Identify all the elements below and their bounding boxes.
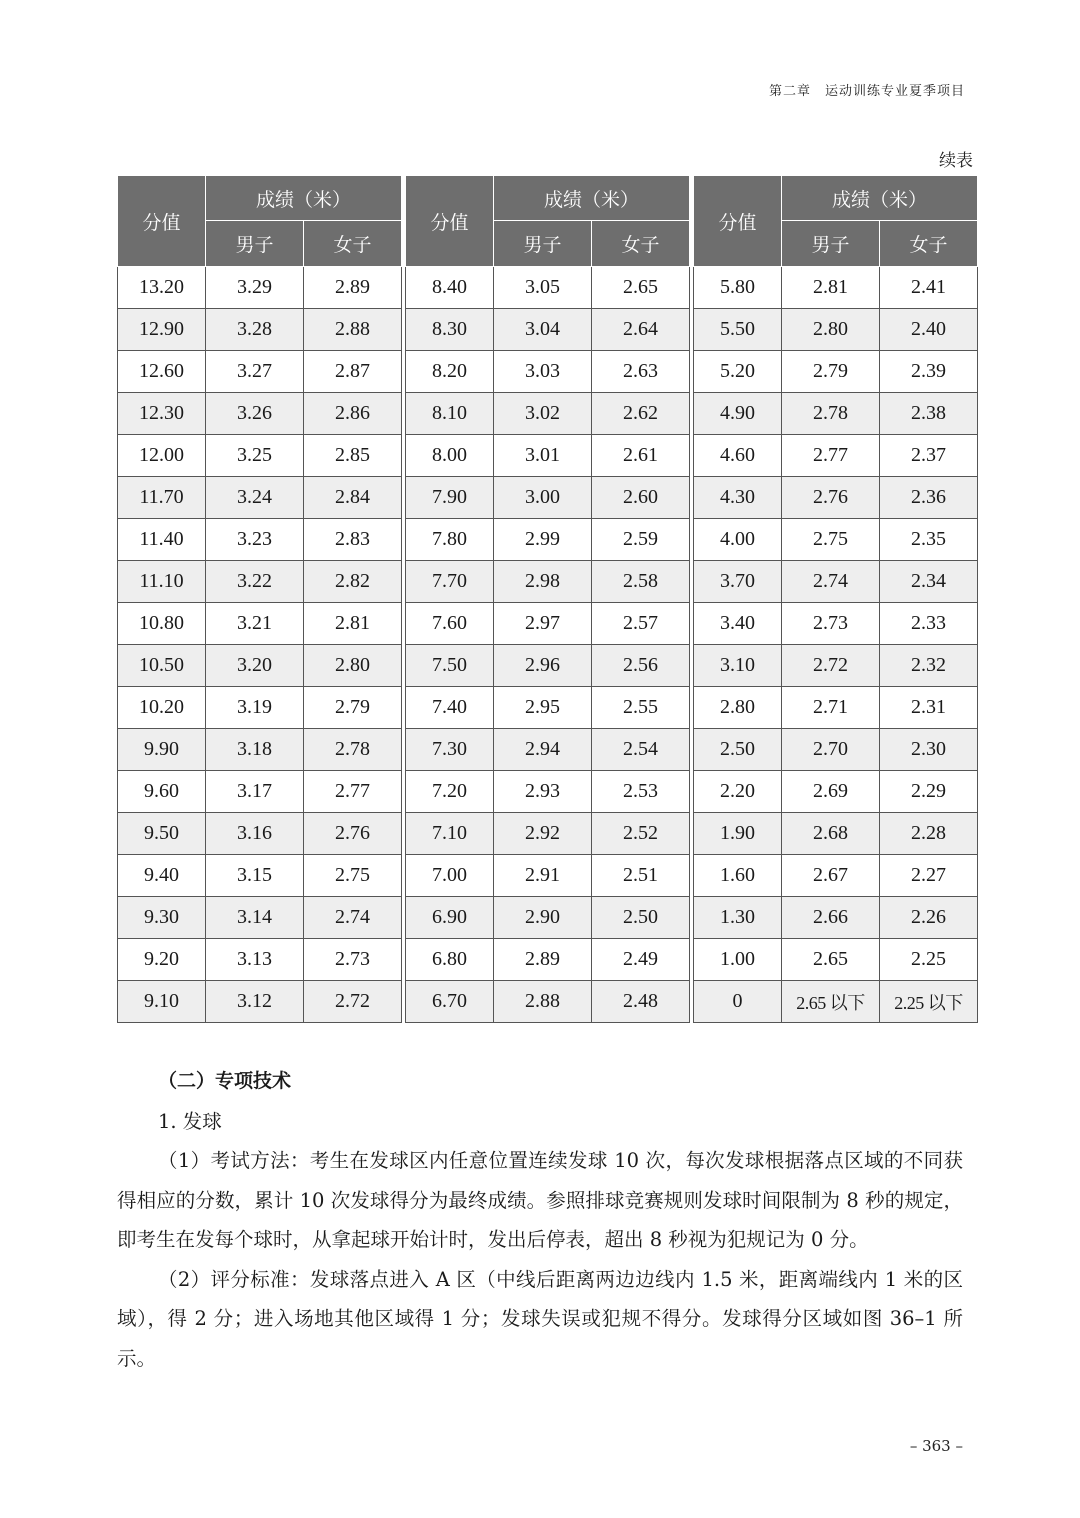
- cell-score: 1.90: [694, 813, 782, 855]
- cell-female: 2.34: [880, 561, 978, 603]
- cell-male: 2.79: [782, 351, 880, 393]
- score-table-1: [117, 175, 402, 1023]
- cell-score: 11.10: [118, 561, 206, 603]
- cell-female: 2.57: [592, 603, 690, 645]
- cell-female: 2.89: [304, 267, 402, 309]
- cell-female: 2.31: [880, 687, 978, 729]
- cell-female: 2.26: [880, 897, 978, 939]
- cell-female: 2.52: [592, 813, 690, 855]
- cell-female: 2.27: [880, 855, 978, 897]
- subsection-title: 1. 发球: [158, 1109, 222, 1133]
- table-row: [694, 351, 978, 393]
- table-row: [406, 267, 690, 309]
- cell-female: 2.72: [304, 981, 402, 1023]
- score-table-group: [117, 175, 977, 1023]
- cell-male: 2.92: [494, 813, 592, 855]
- cell-score: 5.20: [694, 351, 782, 393]
- table-row: [118, 267, 402, 309]
- table-row: [694, 645, 978, 687]
- header-male: 男子: [782, 221, 880, 267]
- cell-score: 0: [694, 981, 782, 1023]
- cell-score: 6.90: [406, 897, 494, 939]
- cell-female: 2.50: [592, 897, 690, 939]
- cell-female: 2.35: [880, 519, 978, 561]
- cell-male: 3.04: [494, 309, 592, 351]
- table-row: [118, 603, 402, 645]
- table-row: [694, 897, 978, 939]
- cell-female: 2.56: [592, 645, 690, 687]
- cell-female: 2.81: [304, 603, 402, 645]
- page-number: – 363 –: [909, 1437, 963, 1455]
- table-row: [406, 939, 690, 981]
- cell-female: 2.39: [880, 351, 978, 393]
- cell-score: 9.50: [118, 813, 206, 855]
- cell-male: 3.05: [494, 267, 592, 309]
- header-result: 成绩（米）: [782, 176, 978, 221]
- table-row: [694, 393, 978, 435]
- header-score: 分值: [694, 176, 782, 267]
- cell-female: 2.55: [592, 687, 690, 729]
- cell-male: 2.78: [782, 393, 880, 435]
- table-row: [118, 813, 402, 855]
- table-row: [118, 939, 402, 981]
- table-row: [118, 687, 402, 729]
- cell-female: 2.32: [880, 645, 978, 687]
- cell-female: 2.85: [304, 435, 402, 477]
- cell-male: 2.76: [782, 477, 880, 519]
- paragraph-scoring: （2）评分标准：发球落点进入 A 区（中线后距离两边边线内 1.5 米，距离端线内 1 米的区域），得 2 分；进入场地其他区域得 1 分；发球失误或犯规不得分。发球得分区域如图 36–1 所示。: [117, 1267, 963, 1370]
- cell-female: 2.41: [880, 267, 978, 309]
- paragraph-method: （1）考试方法：考生在发球区内任意位置连续发球 10 次，每次发球根据落点区域的不同获得相应的分数，累计 10 次发球得分为最终成绩。参照排球竞赛规则发球时间限制为 8 秒的规定，即考生在发每个球时，从拿起球开始计时，发出后停表，超出 8 秒视为犯规记为 0 分。: [117, 1149, 963, 1251]
- header-result: 成绩（米）: [494, 176, 690, 221]
- cell-male: 2.95: [494, 687, 592, 729]
- cell-score: 12.30: [118, 393, 206, 435]
- cell-male: 2.67: [782, 855, 880, 897]
- cell-male: 2.73: [782, 603, 880, 645]
- cell-female: 2.49: [592, 939, 690, 981]
- cell-male: 3.23: [206, 519, 304, 561]
- cell-score: 1.00: [694, 939, 782, 981]
- table-row: [118, 393, 402, 435]
- table-row: [406, 603, 690, 645]
- table-row: [694, 519, 978, 561]
- cell-score: 9.40: [118, 855, 206, 897]
- table-row: [694, 729, 978, 771]
- table-row: [406, 729, 690, 771]
- table-row: [406, 855, 690, 897]
- cell-female: 2.76: [304, 813, 402, 855]
- cell-score: 3.40: [694, 603, 782, 645]
- cell-male: 2.66: [782, 897, 880, 939]
- table-row: [694, 435, 978, 477]
- cell-male: 3.16: [206, 813, 304, 855]
- cell-score: 2.50: [694, 729, 782, 771]
- cell-male: 3.26: [206, 393, 304, 435]
- cell-female: 2.25 以下: [880, 981, 978, 1023]
- cell-score: 9.20: [118, 939, 206, 981]
- cell-female: 2.60: [592, 477, 690, 519]
- cell-score: 8.10: [406, 393, 494, 435]
- cell-male: 3.28: [206, 309, 304, 351]
- cell-score: 1.60: [694, 855, 782, 897]
- cell-female: 2.28: [880, 813, 978, 855]
- cell-female: 2.62: [592, 393, 690, 435]
- running-head: 第二章 运动训练专业夏季项目: [768, 84, 965, 99]
- table-row: [118, 981, 402, 1023]
- cell-score: 3.10: [694, 645, 782, 687]
- cell-score: 7.10: [406, 813, 494, 855]
- cell-female: 2.75: [304, 855, 402, 897]
- cell-female: 2.64: [592, 309, 690, 351]
- score-table-2: [405, 175, 690, 1023]
- cell-female: 2.48: [592, 981, 690, 1023]
- table-row: [118, 897, 402, 939]
- table-row: [694, 771, 978, 813]
- cell-male: 2.74: [782, 561, 880, 603]
- cell-female: 2.84: [304, 477, 402, 519]
- table-row: [694, 687, 978, 729]
- cell-score: 4.30: [694, 477, 782, 519]
- table-row: [694, 603, 978, 645]
- cell-male: 3.17: [206, 771, 304, 813]
- cell-female: 2.36: [880, 477, 978, 519]
- cell-female: 2.74: [304, 897, 402, 939]
- cell-female: 2.78: [304, 729, 402, 771]
- table-row: [694, 813, 978, 855]
- cell-score: 7.70: [406, 561, 494, 603]
- cell-female: 2.77: [304, 771, 402, 813]
- header-female: 女子: [304, 221, 402, 267]
- cell-score: 7.60: [406, 603, 494, 645]
- cell-score: 7.30: [406, 729, 494, 771]
- table-row: [406, 519, 690, 561]
- cell-score: 7.90: [406, 477, 494, 519]
- cell-score: 10.20: [118, 687, 206, 729]
- header-score: 分值: [118, 176, 206, 267]
- cell-male: 3.21: [206, 603, 304, 645]
- table-row: [118, 645, 402, 687]
- table-row: [118, 771, 402, 813]
- table-row: [694, 981, 978, 1023]
- table-row: [118, 519, 402, 561]
- cell-score: 7.40: [406, 687, 494, 729]
- table-row: [694, 477, 978, 519]
- table-row: [118, 351, 402, 393]
- cell-score: 12.60: [118, 351, 206, 393]
- cell-score: 11.70: [118, 477, 206, 519]
- cell-male: 3.15: [206, 855, 304, 897]
- cell-male: 2.97: [494, 603, 592, 645]
- cell-female: 2.79: [304, 687, 402, 729]
- cell-female: 2.51: [592, 855, 690, 897]
- table-row: [694, 561, 978, 603]
- table-row: [406, 813, 690, 855]
- table-row: [406, 351, 690, 393]
- cell-male: 3.02: [494, 393, 592, 435]
- cell-score: 2.80: [694, 687, 782, 729]
- header-score: 分值: [406, 176, 494, 267]
- cell-male: 3.29: [206, 267, 304, 309]
- cell-male: 2.70: [782, 729, 880, 771]
- cell-female: 2.88: [304, 309, 402, 351]
- table-row: [118, 309, 402, 351]
- cell-female: 2.54: [592, 729, 690, 771]
- cell-male: 2.91: [494, 855, 592, 897]
- cell-male: 3.03: [494, 351, 592, 393]
- cell-male: 2.69: [782, 771, 880, 813]
- table-row: [118, 435, 402, 477]
- cell-male: 3.00: [494, 477, 592, 519]
- cell-female: 2.65: [592, 267, 690, 309]
- table-row: [118, 855, 402, 897]
- cell-score: 9.60: [118, 771, 206, 813]
- cell-female: 2.61: [592, 435, 690, 477]
- cell-score: 12.90: [118, 309, 206, 351]
- cell-male: 3.24: [206, 477, 304, 519]
- cell-female: 2.87: [304, 351, 402, 393]
- table-row: [406, 645, 690, 687]
- cell-male: 2.90: [494, 897, 592, 939]
- cell-score: 10.50: [118, 645, 206, 687]
- cell-score: 4.90: [694, 393, 782, 435]
- cell-score: 4.00: [694, 519, 782, 561]
- table-row: [406, 309, 690, 351]
- body-text: [117, 1062, 963, 1378]
- cell-male: 3.14: [206, 897, 304, 939]
- cell-male: 3.20: [206, 645, 304, 687]
- cell-score: 5.80: [694, 267, 782, 309]
- cell-score: 13.20: [118, 267, 206, 309]
- cell-female: 2.53: [592, 771, 690, 813]
- cell-score: 8.30: [406, 309, 494, 351]
- cell-score: 9.10: [118, 981, 206, 1023]
- table-row: [118, 729, 402, 771]
- cell-male: 2.88: [494, 981, 592, 1023]
- cell-score: 8.00: [406, 435, 494, 477]
- cell-score: 7.20: [406, 771, 494, 813]
- table-row: [406, 393, 690, 435]
- cell-male: 2.77: [782, 435, 880, 477]
- header-male: 男子: [206, 221, 304, 267]
- cell-male: 3.27: [206, 351, 304, 393]
- cell-female: 2.33: [880, 603, 978, 645]
- table-row: [406, 897, 690, 939]
- cell-score: 8.20: [406, 351, 494, 393]
- cell-female: 2.58: [592, 561, 690, 603]
- cell-score: 9.90: [118, 729, 206, 771]
- cell-score: 1.30: [694, 897, 782, 939]
- cell-male: 2.65 以下: [782, 981, 880, 1023]
- cell-male: 3.01: [494, 435, 592, 477]
- cell-score: 12.00: [118, 435, 206, 477]
- header-female: 女子: [592, 221, 690, 267]
- cell-female: 2.40: [880, 309, 978, 351]
- table-row: [406, 435, 690, 477]
- cell-male: 3.12: [206, 981, 304, 1023]
- cell-score: 7.80: [406, 519, 494, 561]
- table-row: [694, 855, 978, 897]
- cell-score: 8.40: [406, 267, 494, 309]
- table-row: [406, 981, 690, 1023]
- table-row: [406, 771, 690, 813]
- cell-male: 3.13: [206, 939, 304, 981]
- cell-male: 2.81: [782, 267, 880, 309]
- cell-score: 4.60: [694, 435, 782, 477]
- cell-female: 2.80: [304, 645, 402, 687]
- table-row: [406, 687, 690, 729]
- cell-male: 3.19: [206, 687, 304, 729]
- cell-score: 2.20: [694, 771, 782, 813]
- cell-male: 2.68: [782, 813, 880, 855]
- table-row: [406, 477, 690, 519]
- cell-score: 7.50: [406, 645, 494, 687]
- cell-female: 2.25: [880, 939, 978, 981]
- cell-score: 7.00: [406, 855, 494, 897]
- cell-female: 2.86: [304, 393, 402, 435]
- table-row: [406, 561, 690, 603]
- table-row: [694, 939, 978, 981]
- cell-female: 2.37: [880, 435, 978, 477]
- cell-male: 2.98: [494, 561, 592, 603]
- table-row: [694, 267, 978, 309]
- cell-female: 2.82: [304, 561, 402, 603]
- cell-score: 11.40: [118, 519, 206, 561]
- cell-female: 2.83: [304, 519, 402, 561]
- header-result: 成绩（米）: [206, 176, 402, 221]
- cell-male: 3.25: [206, 435, 304, 477]
- cell-score: 6.70: [406, 981, 494, 1023]
- cell-male: 3.18: [206, 729, 304, 771]
- cell-score: 3.70: [694, 561, 782, 603]
- cell-score: 10.80: [118, 603, 206, 645]
- table-row: [118, 561, 402, 603]
- cell-female: 2.30: [880, 729, 978, 771]
- table-row: [694, 309, 978, 351]
- cell-score: 9.30: [118, 897, 206, 939]
- cell-score: 6.80: [406, 939, 494, 981]
- cell-female: 2.73: [304, 939, 402, 981]
- cell-male: 2.94: [494, 729, 592, 771]
- header-male: 男子: [494, 221, 592, 267]
- cell-male: 2.75: [782, 519, 880, 561]
- cell-male: 2.93: [494, 771, 592, 813]
- score-table-3: [693, 175, 978, 1023]
- cell-male: 2.89: [494, 939, 592, 981]
- cell-male: 2.72: [782, 645, 880, 687]
- cell-male: 2.99: [494, 519, 592, 561]
- continued-label: 续表: [939, 151, 973, 171]
- cell-female: 2.63: [592, 351, 690, 393]
- cell-male: 3.22: [206, 561, 304, 603]
- section-heading: （二）专项技术: [158, 1070, 292, 1092]
- table-row: [118, 477, 402, 519]
- cell-male: 2.71: [782, 687, 880, 729]
- cell-score: 5.50: [694, 309, 782, 351]
- cell-female: 2.59: [592, 519, 690, 561]
- cell-female: 2.38: [880, 393, 978, 435]
- cell-male: 2.96: [494, 645, 592, 687]
- cell-female: 2.29: [880, 771, 978, 813]
- header-female: 女子: [880, 221, 978, 267]
- cell-male: 2.80: [782, 309, 880, 351]
- cell-male: 2.65: [782, 939, 880, 981]
